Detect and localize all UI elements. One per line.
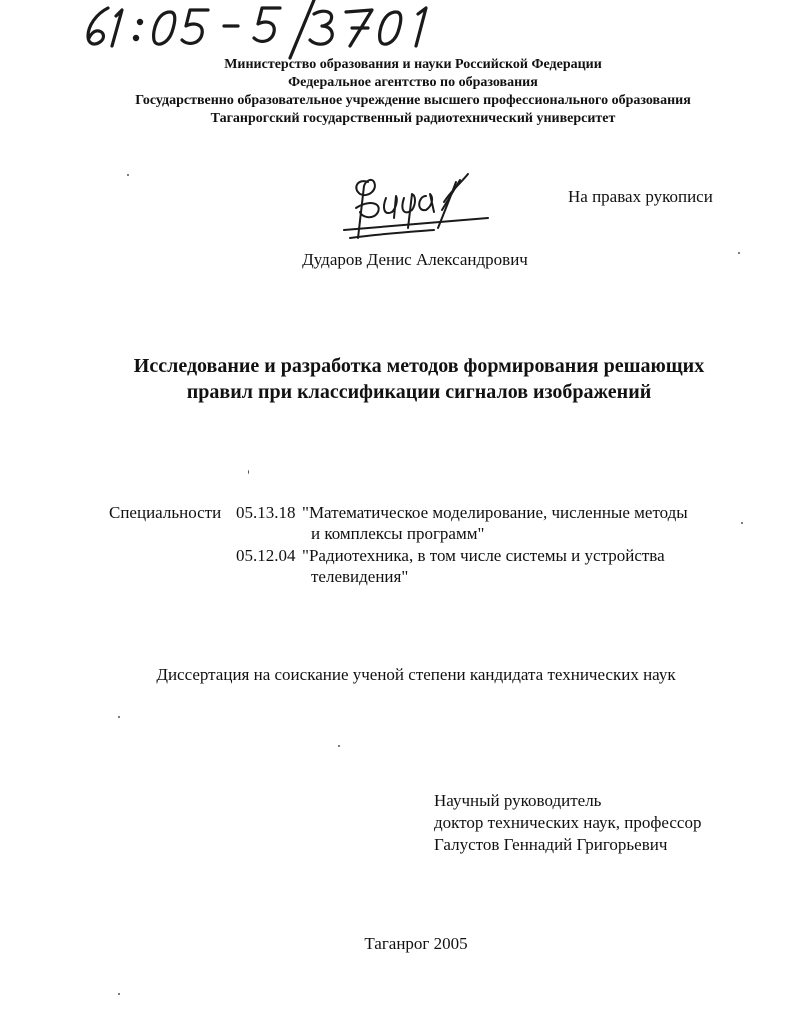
specialties-label: Специальности — [109, 503, 222, 522]
thesis-title-line-2: правил при классификации сигналов изображений — [186, 381, 652, 403]
scan-speck — [248, 470, 249, 474]
archive-code-handwritten — [78, 0, 448, 62]
university-name: Таганрогский государственный радиотехнический университет — [210, 111, 616, 126]
institution-type: Государственно образовательное учреждение высшего профессионального образования — [135, 93, 691, 108]
city-year: Таганрог 2005 — [364, 934, 468, 953]
author-signature — [338, 168, 498, 246]
scan-speck — [738, 252, 740, 254]
specialty-name-2-line-1: "Радиотехника, в том числе системы и устройства — [302, 546, 665, 565]
supervisor-degree: доктор технических наук, профессор — [434, 813, 702, 832]
specialty-code-2: 05.12.04 — [236, 546, 296, 565]
scan-speck — [741, 522, 743, 524]
scan-speck — [338, 745, 340, 747]
author-name: Дударов Денис Александрович — [302, 250, 528, 269]
agency-name: Федеральное агентство по образования — [288, 75, 538, 90]
specialty-name-1-line-2: и комплексы программ" — [311, 524, 485, 543]
scan-speck — [118, 716, 120, 718]
ministry-name: Министерство образования и науки Российской Федерации — [224, 57, 602, 72]
specialty-code-1: 05.13.18 — [236, 503, 296, 522]
scan-speck — [118, 993, 120, 995]
thesis-title-line-1: Исследование и разработка методов формирования решающих — [133, 355, 705, 377]
scan-speck — [127, 174, 129, 176]
specialty-name-2-line-2: телевидения" — [311, 567, 409, 586]
supervisor-name: Галустов Геннадий Григорьевич — [434, 835, 668, 854]
supervisor-role: Научный руководитель — [434, 791, 602, 810]
manuscript-rights-note: На правах рукописи — [568, 187, 713, 206]
specialty-name-1-line-1: "Математическое моделирование, численные методы — [302, 503, 688, 522]
dissertation-note: Диссертация на соискание ученой степени кандидата технических наук — [156, 665, 676, 684]
